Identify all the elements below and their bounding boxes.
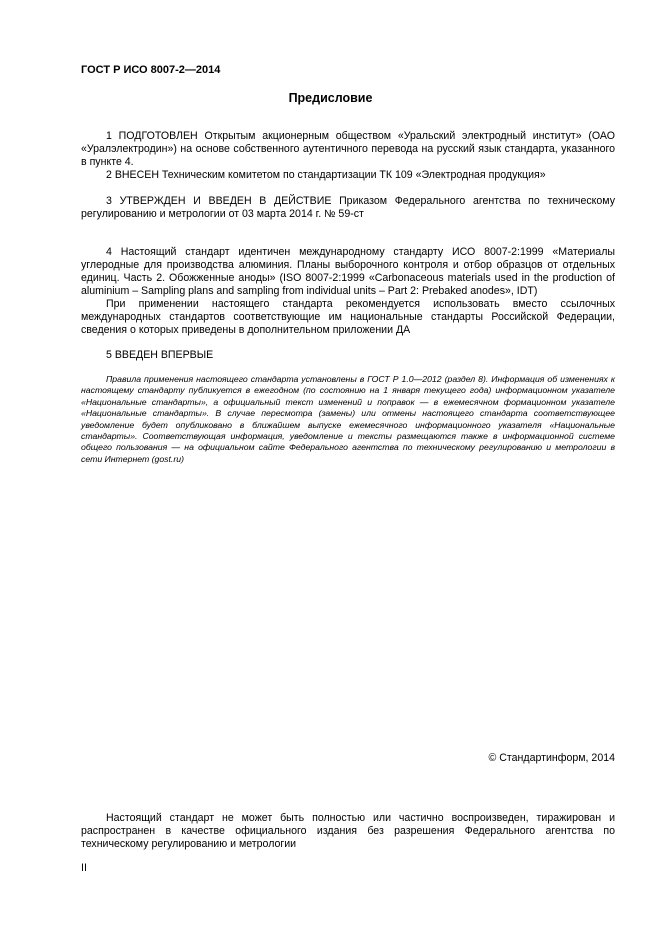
paragraph-3: 3 УТВЕРЖДЕН И ВВЕДЕН В ДЕЙСТВИЕ Приказом Федерального агентства по техническому регулированию и метрологии от 03 марта 2014 г. № 59-ст [81,195,615,220]
section-5 [81,349,615,362]
paragraph-4b: При применении настоящего стандарта рекомендуется использовать вместо ссылочных международных стандартов соответствующие им национальные стандарты Российской Федерации, сведения о которых приведены в дополнительном приложении ДА [81,298,615,336]
copyright: © Стандартинформ, 2014 [488,752,615,764]
page-title: Предисловие [288,91,373,105]
standard-code: ГОСТ Р ИСО 8007-2—2014 [81,64,221,76]
paragraph-5: 5 ВВЕДЕН ВПЕРВЫЕ [106,349,214,361]
section-1 [81,130,615,182]
paragraph-1: 1 ПОДГОТОВЛЕН Открытым акционерным обществом «Уральский электродный институт» (ОАО «Уралэлектродин») на основе собственного аутентичного перевода на русский язык стандарта, указанного в пункте 4. [81,130,615,168]
section-4 [81,246,615,337]
paragraph-2: 2 ВНЕСЕН Техническим комитетом по стандартизации ТК 109 «Электродная продукция» [106,169,546,181]
reproduction-notice: Настоящий стандарт не может быть полностью или частично воспроизведен, тиражирован и распространен в качестве официального издания без разрешения Федерального агентства по техническому регулированию и метрологии [81,812,615,850]
note-text: Правила применения настоящего стандарта установлены в ГОСТ Р 1.0—2012 (раздел 8). Информация об изменениях к настоящему стандарту публикуется в ежегодном (по состоянию на 1 января текущего года) информационном указателе «Национальные стандарты», а официальный текст изменений и поправок — в ежемесячном формационном указателе «Национальные стандарты». В случае пересмотра (замены) или отмены настоящего стандарта соответствующее уведомление будет опубликовано в ближайшем выпуске ежемесячного информационного указателя «Национальные стандарты». Соответствующая информация, уведомление и тексты размещаются также в информационной системе общего пользования — на официальном сайте Федерального агентства по техническому регулированию и метрологии в сети Интернет (gost.ru) [81,374,615,464]
paragraph-4: 4 Настоящий стандарт идентичен международному стандарту ИСО 8007-2:1999 «Материалы углеродные для производства алюминия. Планы выборочного контроля и отбор образцов от отдельных единиц. Часть 2. Обожженные аноды» (ISO 8007-2:1999 «Carbonaceous materials used in the production of aluminium – Sampling plans and sampling from individual units – Part 2: Prebaked anodes», IDT) [81,246,615,297]
section-3 [81,195,615,221]
page-number: II [81,862,87,874]
